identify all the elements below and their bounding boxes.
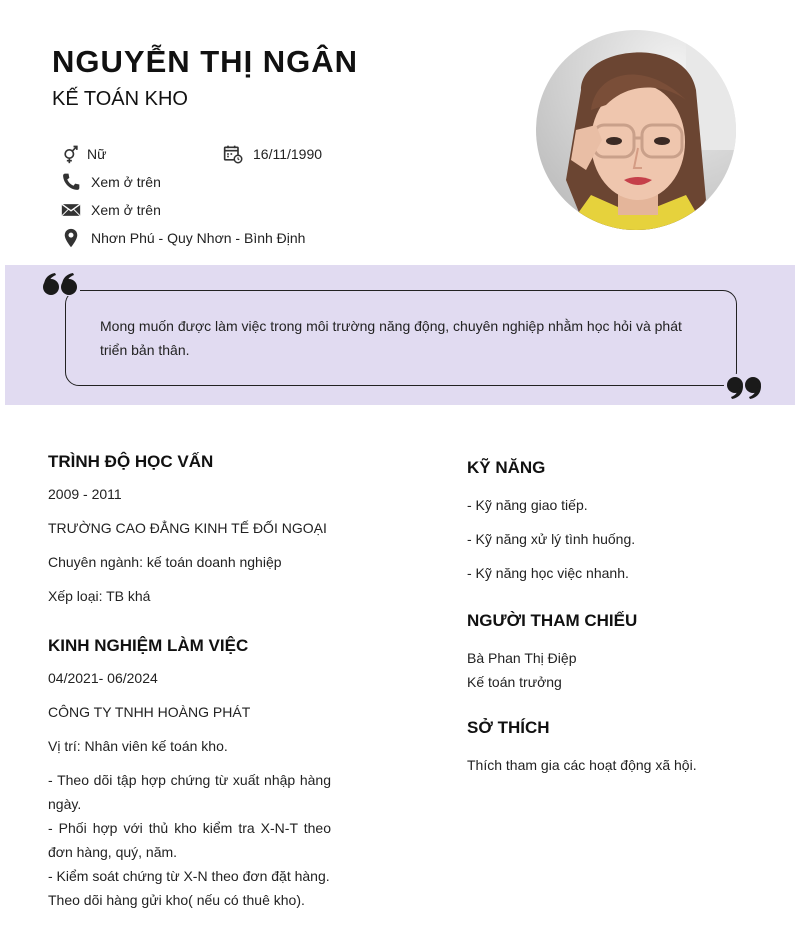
- candidate-name: NGUYỄN THỊ NGÂN: [52, 44, 359, 79]
- education-major: Chuyên ngành: kế toán doanh nghiệp: [48, 554, 282, 570]
- calendar-icon: [222, 143, 244, 165]
- education-title: TRÌNH ĐỘ HỌC VẤN: [48, 452, 214, 471]
- education-grade: Xếp loại: TB khá: [48, 588, 151, 604]
- gender-icon: [60, 143, 82, 165]
- phone-value: Xem ở trên: [91, 174, 161, 190]
- phone-icon: [60, 171, 82, 193]
- birthday-row: [222, 143, 322, 165]
- experience-duty: Theo dõi hàng gửi kho( nếu có thuê kho).: [48, 892, 305, 908]
- location-pin-icon: [60, 227, 82, 249]
- experience-title: KINH NGHIỆM LÀM VIỆC: [48, 636, 249, 655]
- job-title: KẾ TOÁN KHO: [52, 88, 188, 110]
- gender-row: [60, 143, 106, 165]
- gender-value: Nữ: [87, 146, 107, 162]
- phone-row: [60, 171, 161, 193]
- hobbies-text: Thích tham gia các hoạt động xã hội.: [467, 757, 697, 773]
- skill-item: - Kỹ năng xử lý tình huống.: [467, 531, 636, 547]
- hobbies-title: SỞ THÍCH: [467, 718, 550, 737]
- experience-duty: - Phối hợp với thủ kho kiểm tra X-N-T theo đơn hàng, quý, năm.: [48, 820, 331, 860]
- email-row: [60, 199, 161, 221]
- skill-item: - Kỹ năng học việc nhanh.: [467, 565, 629, 581]
- objective-text: Mong muốn được làm việc trong môi trường năng động, chuyên nghiệp nhằm học hỏi và phát triển bản thân.: [100, 318, 682, 358]
- experience-duty: - Theo dõi tập hợp chứng từ xuất nhập hàng ngày.: [48, 772, 331, 812]
- references-title: NGƯỜI THAM CHIẾU: [467, 611, 638, 630]
- email-value: Xem ở trên: [91, 202, 161, 218]
- experience-position: Vị trí: Nhân viên kế toán kho.: [48, 738, 228, 754]
- envelope-icon: [60, 199, 82, 221]
- reference-name: Bà Phan Thị Điệp: [467, 650, 577, 666]
- education-school: TRƯỜNG CAO ĐẲNG KINH TẾ ĐỐI NGOẠI: [48, 520, 327, 536]
- reference-role: Kế toán trưởng: [467, 674, 562, 690]
- open-quote-icon: [42, 272, 80, 298]
- experience-period: 04/2021- 06/2024: [48, 670, 158, 686]
- experience-company: CÔNG TY TNHH HOÀNG PHÁT: [48, 704, 251, 720]
- birthday-value: 16/11/1990: [253, 146, 323, 162]
- address-value: Nhơn Phú - Quy Nhơn - Bình Định: [91, 230, 306, 246]
- close-quote-icon: [724, 374, 762, 400]
- experience-duty: - Kiểm soát chứng từ X-N theo đơn đặt hàng.: [48, 868, 330, 884]
- skills-title: KỸ NĂNG: [467, 458, 546, 477]
- education-years: 2009 - 2011: [48, 486, 122, 502]
- avatar: [536, 30, 736, 230]
- address-row: [60, 227, 305, 249]
- skill-item: - Kỹ năng giao tiếp.: [467, 497, 588, 513]
